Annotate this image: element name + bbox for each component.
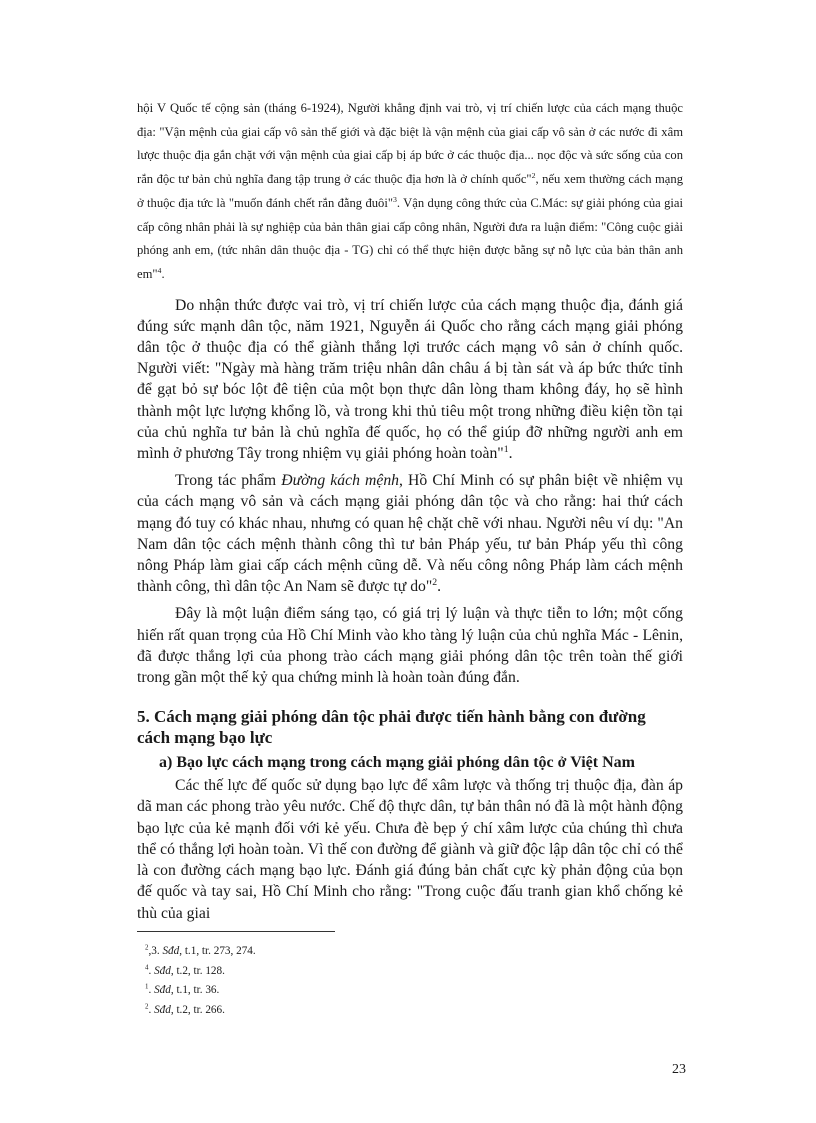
page-body <box>137 97 683 924</box>
footnote-mark: 1 <box>145 982 149 991</box>
footnote-prefix: . <box>148 964 155 977</box>
footnote <box>145 981 545 1001</box>
footnote-ref[interactable]: 2 <box>432 577 438 589</box>
paragraph <box>137 470 683 597</box>
paragraph: Các thế lực đế quốc sử dụng bạo lực để xâm lược và thống trị thuộc địa, đàn áp dã man các phong trào yêu nước. Chế độ thực dân, tự bản thân nó đã là một hành động bạo lực của kẻ mạnh đối với kẻ yếu. Chưa đè bẹp ý chí xâm lược của chúng thì chưa thể có thắng lợi hoàn toàn. Vì thế con đường để giành và giữ độc lập dân tộc chỉ có thể là con đường cách mạng bạo lực. Đánh giá đúng bản chất cực kỳ phản động của bọn đế quốc và tay sai, Hồ Chí Minh cho rằng: "Trong cuộc đấu tranh gian khổ chống kẻ thù của giai <box>137 777 683 922</box>
footnote-mark: 2 <box>145 943 149 952</box>
footnote-text: , t.2, tr. 266. <box>170 1003 225 1016</box>
page-number: 23 <box>672 1062 686 1077</box>
footnote-ref[interactable]: 2 <box>531 170 536 180</box>
text-run: , Hồ Chí Minh có sự phân biệt về nhiệm vụ của cách mạng vô sản và cách mạng giải phóng dân tộc và cho rằng: hai thứ cách mạng đó tuy có khác nhau, nhưng có quan hệ chặt chẽ với nhau. Người nêu ví dụ: "An Nam dân tộc cách mệnh thành công thì tư bản Pháp yếu, tư bản Pháp yếu thì công nông Pháp làm giai cấp cách mệnh cũng dễ. Và nếu công nông Pháp làm cách mệnh thành công, thì dân tộc An Nam sẽ được tự do" <box>137 472 683 596</box>
text-run: Trong tác phẩm <box>175 472 282 490</box>
footnote-ref[interactable]: 4 <box>157 265 162 275</box>
footnote-source: Sđd <box>154 964 171 977</box>
footnote <box>145 942 545 962</box>
text-run: hội V Quốc tế cộng sản (tháng 6-1924), Người khẳng định vai trò, vị trí chiến lược của cách mạng thuộc địa: "Vận mệnh của giai cấp vô sản thế giới và đặc biệt là vận mệnh của giai cấp vô sản ở các nước đi xâm lược thuộc địa gắn chặt với vận mệnh của giai cấp bị áp bức ở các thuộc địa... nọc độc và sức sống của con rắn độc tư bản chủ nghĩa đang tập trung ở các thuộc địa hơn là ở chính quốc" <box>137 101 683 187</box>
footnote-prefix: ,3. <box>148 945 163 957</box>
section-heading: 5. Cách mạng giải phóng dân tộc phải được tiến hành bằng con đường cách mạng bạo lực <box>137 707 646 748</box>
footnote-ref[interactable]: 1 <box>503 443 509 455</box>
footnote <box>145 1001 545 1021</box>
footnote-prefix: . <box>148 984 155 997</box>
footnotes <box>145 942 545 1020</box>
footnote-mark: 4 <box>145 962 149 971</box>
footnote-text: , t.1, tr. 36. <box>170 984 220 997</box>
footnote-mark: 2 <box>145 1002 149 1011</box>
footnote-ref[interactable]: 3 <box>393 194 397 204</box>
footnote-source: Sđd <box>154 984 171 997</box>
footnote-text: , t.2, tr. 128. <box>170 964 225 977</box>
text-run: . <box>161 266 165 281</box>
book-title: Đường kách mệnh <box>281 472 400 490</box>
text-run: . Vận dụng công thức của C.Mác: sự giải phóng của giai cấp công nhân phải là sự nghiệp của bản thân giai cấp công nhân, Người đưa ra luận điểm: "Công cuộc giải phóng anh em, (tức nhân dân thuộc địa - TG) chỉ có thể thực hiện được bằng sự nỗ lực của bản thân anh em" <box>137 195 683 281</box>
footnote-divider <box>137 931 335 932</box>
footnote-prefix: . <box>148 1003 155 1016</box>
text-run: . <box>437 578 442 596</box>
footnote-source: Sđd <box>154 1003 171 1016</box>
footnote <box>145 962 545 982</box>
paragraph: Đây là một luận điểm sáng tạo, có giá trị lý luận và thực tiễn to lớn; một cống hiến rất quan trọng của Hồ Chí Minh vào kho tàng lý luận của chủ nghĩa Mác - Lênin, đã được thắng lợi của phong trào cách mạng giải phóng dân tộc trên toàn thế giới trong gần một thế kỷ qua chứng minh là hoàn toàn đúng đắn. <box>137 605 683 687</box>
footnote-text: , t.1, tr. 273, 274. <box>179 945 256 957</box>
text-run: Do nhận thức được vai trò, vị trí chiến lược của cách mạng thuộc địa, đánh giá đúng sức mạnh dân tộc, năm 1921, Nguyễn ái Quốc cho rằng cách mạng giải phóng dân tộc ở thuộc địa có thể giành thắng lợi trước cách mạng vô sản ở chính quốc. Người viết: "Ngày mà hàng trăm triệu nhân dân châu á bị tàn sát và áp bức thức tỉnh để gạt bỏ sự bóc lột đê tiện của một bọn thực dân lòng tham không đáy, họ sẽ hình thành một lực lượng khổng lồ, và trong khi thủ tiêu một trong những điều kiện tồn tại của chủ nghĩa tư bản là chủ nghĩa đế quốc, họ có thể giúp đỡ những người anh em mình ở phương Tây trong nhiệm vụ giải phóng hoàn toàn" <box>137 296 683 463</box>
paragraph <box>137 295 683 465</box>
subsection-heading: a) Bạo lực cách mạng trong cách mạng giải phóng dân tộc ở Việt Nam <box>159 754 635 772</box>
paragraph-quote <box>137 97 683 287</box>
text-run: , nếu xem thường cách mạng ở thuộc địa tức là "muốn đánh chết rắn đằng đuôi" <box>137 172 683 210</box>
footnote-source: Sđd <box>162 945 180 957</box>
text-run: . <box>508 445 513 463</box>
